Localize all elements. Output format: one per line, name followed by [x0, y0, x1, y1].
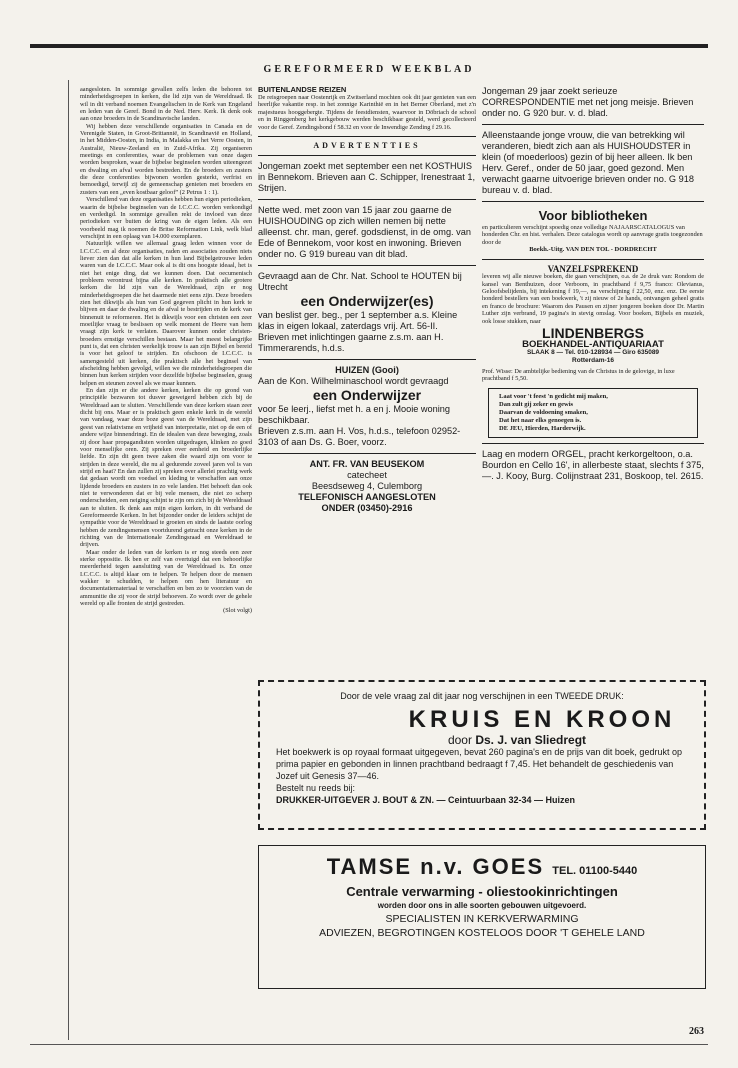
tamse-line3: SPECIALISTEN IN KERKVERWARMING [385, 913, 579, 925]
ad-houten-heading: een Onderwijzer(es) [300, 293, 434, 310]
top-rule [30, 44, 708, 48]
ad-kosthuis: Jongeman zoekt met september een net KOSTHUIS in Bennekom. Brieven aan C. Schipper, Irenestraat 1, Strijen. [258, 161, 476, 194]
poem-line: Dan zult gij zeker en gewis [499, 400, 574, 408]
lindenbergs-title: LINDENBERGS [542, 325, 644, 342]
advertenties-title: ADVERTENTTIES [313, 141, 421, 151]
kruis-bestel: Bestelt nu reeds bij: [276, 783, 356, 793]
tamse-line2: worden door ons in alle soorten gebouwen uitgevoerd. [377, 901, 587, 910]
ad-houten-text: van beslist ger. beg., per 1 september a.s. Kleine klas in eigen lokaal, zaterdags vrij. Art. 56-II. [258, 310, 458, 332]
article-paragraph: Natuurlijk willen we allemaal graag leden winnen voor de I.C.C.C. en al deze organisaties, raden en associaties zouden niets liever zien dan dat alle kerken in hun land Bijbelgetrouwe leden waren van de I.C.C.C. Maar ook al is dit ons hoogste ideaal, het is niet het enige ding, dat we kunnen doen. Dat oecumenisch probleem verontrust bijna alle kerken. In praktisch alle grotere kerken die lid zijn van de Wereldraad, zijn er nog minderheidsgroepen die het daarmede niet eens zijn. Deze broeders zien het dikwijls als hun van God gegeven plicht in hun kerk te blijven en daar de dwaling en de afval te bestrijden en de kerk van binnenuit te reformeren. Het is dikwijls voor een christen een zeer moeilijke vraag te beslissen op welk moment de Heere van hem vraagt zijn kerk te verlaten. Daarover kunnen onder christen-broeders ernstige verschillen bestaan. Maar het meest belangrijke punt is, dat een christen werkelijk trouw is aan zijn Bijbel en bereid is voor het geloof te strijden. En ofschoon de I.C.C.C. is samengesteld uit kerken, die praktisch alle het beginsel van afscheiding hebben gevolgd, willen we die minderheidsgroepen die binnen hun kerken strijden voor dezelfde bijbelse beginselen, graag helpen en steunen zoveel als we maar kunnen. [80, 240, 252, 387]
ad-huizen-title: HUIZEN (Gooi) [335, 365, 399, 376]
tamse-tel: TEL. 01100-5440 [552, 865, 638, 877]
kruis-text: Het boekwerk is op royaal formaat uitgegeven, bevat 260 pagina's en de prijs van dit boek, gedrukt op prima papier en gebonden in linnen prachtband bedraagt f 7,45. Het behandelt de geschiedenis van Jozef uit Genesis 37—46. [276, 747, 682, 781]
bottom-rule [30, 1044, 708, 1045]
ad-huizen-intro: Aan de Kon. Wilhelminaschool wordt gevraagd [258, 376, 449, 387]
binding-rule [68, 80, 69, 1040]
ad-huishouding: Nette wed. met zoon van 15 jaar zou gaarne de HUISHOUDING op zich willen nemen bij nette alleenst. chr. man, geref. godsdienst, in de omg. van Ede of Bennekom, voor kost en inwoning. Brieven onder no. G 919 bureau van dit blad. [258, 205, 471, 260]
tamse-ad [258, 845, 706, 989]
article-paragraph: Wij hebben deze verschillende organisaties in Canada en de Verenigde Staten, in Groot-Brittannië, in Scandinavië en Holland, in het Midden-Oosten, in India, in Malakka en het Verre Oosten, in Australië, Nieuw-Zeeland en in Zuid-Afrika. Zij organiseren meetings en conferenties, waar de problemen van onze dagen worden besproken, waar de bijbelse beginselen worden uiteengezet en dwaling en afval worden bestreden. En de broeders en zusters die deze conferenties bijwonen worden gesterkt, verfrist en bemoedigd, terwijl zij de gemeenschap genieten met broeders en zusters van een „even kostbaar geloof” (2 Petrus 1 : 1). [80, 122, 252, 196]
ad-beusekom-role: catecheet [347, 470, 387, 481]
article-paragraph: Maar onder de leden van de kerken is er nog steeds een zeer sterke oppositie. Ik ben er zelf van overtuigd dat een behoorlijke meerderheid tegen aansluiting van de Wereldraad is. En onze I.C.C.C. is altijd klaar om te helpen. Te helpen door de mensen wakker te schudden, te helpen om hen literatuur en documentatiemateriaal te verschaffen en ben zo te voorzien van de ammunitie die zij voor de strijd behoeven. Zo wordt over de gehele wereld op alle fronten de strijd gestreden. [80, 548, 252, 608]
kruis-publisher: DRUKKER-UITGEVER J. BOUT & ZN. — Ceintuurbaan 32-34 — Huizen [276, 795, 576, 805]
poem-line: Daarvan de voldoening smaken, [499, 408, 588, 416]
page-number: 263 [689, 1026, 704, 1037]
ad-huishoudster: Alleenstaande jonge vrouw, die van betrekking wil veranderen, biedt zich aan als HUISHOUDSTER in klein (of moederloos) gezin of bij heer alleen. Ik ben Herv. Geref., onder de 50 jaar, goed gezond. Men verwacht gaarne uitvoerige brieven onder no. G 918 bureau v. d. blad. [482, 130, 694, 195]
ad-orgel: Laag en modern ORGEL, pracht kerkorgeltoon, o.a. Bourdon en Cello 16', in allerbeste staat, slechts f 375,—. J. Kooy, Burg. Colijnstraat 231, Boskoop, tel. 2615. [482, 448, 704, 481]
buitenland-title: BUITENLANDSE REIZEN [258, 85, 347, 94]
buitenland-text: De reisgroepen naar Oostenrijk en Zwitserland mochten ook dit jaar genieten van een heerlijke vakantie resp. in het zonnige Karinthië en in het Berner Oberland, met z'n majestueus hooggebergte. Tijdens de feestdiensten, waarvoor in Döbriach de school en in Ringgenberg het kerkgebouw werden beschikbaar gesteld, werd gecollecteerd voor de Geref. Zendingsbond f 58.32 en voor de Inwendige Zending f 29.16. [258, 94, 476, 131]
kruis-author: Ds. J. van Sliedregt [475, 733, 587, 747]
ad-houten-contact: Brieven met inlichtingen gaarne z.s.m. aan H. Timmerarends, h.d.s. [258, 332, 444, 354]
article-column [80, 86, 252, 615]
poem-box [488, 388, 698, 438]
kruis-en-kroon-ad [258, 680, 706, 830]
article-paragraph: En dan zijn er die andere kerken, kerken die op grond van principiële bezwaren tot dusver geweigerd hebben zich bij de Wereldraad aan te sluiten. Verschillende van deze kerken staan zeer dicht bij ons. Maar er is praktisch geen enkele kerk in de wereld van vandaag, waar deze boze geest van de Wereldraad, met zijn geest van relativisme en vrijheid van interpretatie, niet op de een of andere wijze binnendringt. En de idealen van deze beweging, zoals zij door haar propagandisten worden uitgedragen, klinken zo goed voor menselijke oren. Zij spreken over eenheid en broederlijke liefde. En zijn dit geen twee zaken die waard zijn om voor te strijden in deze wereld, die nu al gedurende zoveel jaren vol is van strijd en haat? En dan zullen zij spreken over allerlei prachtig werk dat gedaan wordt om voedsel en kleding te verschaffen aan onze lijdende broeders en zusters in zo vele landen. Het behoeft dan ook niet te verwonderen dat er bij vele mensen, die niet zo scherp onderscheiden, een neiging schijnt te zijn om zich bij de Wereldraad aan te sluiten. Ik denk aan mijn eigen kerken, in dit verband de Gereformeerde Kerken. In het bijzonder onder de leiders schijnt de sympathie voor de Wereldraad te groeien en sinds de laatste oorlog hebben de zendingsmensen voortdurend getracht onze kerken in de richting van de Internationale Zendingsraad en Wereldraad te drijven. [80, 387, 252, 549]
kruis-intro: Door de vele vraag zal dit jaar nog verschijnen in een TWEEDE DRUK: [340, 691, 624, 701]
poem-line: DE JEU, Hierden, Harderwijk. [499, 424, 586, 432]
bibliotheken-title: Voor bibliotheken [538, 208, 648, 223]
lindenbergs-text: Prof. Wisse: De ambtelijke bediening van de Christus in de gelovige, in luxe prachtband f 5,50. [482, 368, 675, 383]
ad-beusekom-address: Beesdseweg 4, Culemborg [311, 481, 423, 492]
ad-beusekom-tel2: ONDER (03450)-2916 [321, 503, 413, 514]
right-column [482, 86, 704, 482]
bibliotheken-text: en particulieren verschijnt spoedig onze volledige NAJAARSCATALOGUS van honderden Chr. en hist. verhalen. Deze catalogus wordt op aanvrage gratis toegezonden door de [482, 224, 703, 246]
ad-huizen-heading: een Onderwijzer [312, 387, 422, 404]
article-paragraph: Verschillend van deze organisaties hebben hun eigen periodieken, waarin de bijbelse beginselen van de I.C.C.C. worden verkondigd en verdedigd. In sommige gevallen rekt de invloed van deze periodieken ver buiten de kring van de eigen leden. Als een voorbeeld mag ik noemen de Britse Reformation Link, welk blad verschijnt in een oplaag van 14.000 exemplaren. [80, 196, 252, 240]
ad-houten-intro: Gevraagd aan de Chr. Nat. School te HOUTEN bij Utrecht [258, 271, 462, 293]
lindenbergs-address: SLAAK 8 — Tel. 010-128934 — Giro 635089 [526, 349, 660, 357]
middle-column [258, 86, 476, 514]
ad-beusekom-tel: TELEFONISCH AANGESLOTEN [298, 492, 436, 503]
kruis-title: KRUIS EN KROON [408, 706, 676, 733]
ad-correspondentie: Jongeman 29 jaar zoekt serieuze CORRESPONDENTIE met net jong meisje. Brieven onder no. G 920 bur. v. d. blad. [482, 86, 694, 118]
tamse-name: TAMSE n.v. GOES [326, 854, 545, 879]
masthead: GEREFORMEERD WEEKBLAD [263, 64, 475, 75]
ad-huizen-text: voor 5e leerj., liefst met h. a en j. Mooie woning beschikbaar. [258, 404, 451, 426]
lindenbergs-city: Rotterdam-16 [572, 357, 614, 365]
bibliotheken-signature: Boekh.-Uitg. VAN DEN TOL - DORDRECHT [529, 246, 657, 254]
article-paragraph: aangesloten. In sommige gevallen zelfs leden die behoren tot minderheidsgroepen in kerken, die lid zijn van de Wereldraad. Ik wil in dit verband noemen Evangelischen in de Kerk van Engeland en leden van de Geref. Bond in de Ned. Herv. Kerk. Ik denk ook aan onze broeders in de Scandinavische landen. [80, 86, 252, 123]
tamse-line1: Centrale verwarming - oliestookinrichtingen [346, 884, 618, 899]
ad-beusekom-name: ANT. FR. VAN BEUSEKOM [309, 459, 425, 470]
poem-line: Laat voor 't feest 'n gedicht mij maken, [499, 392, 608, 400]
vanzelfsprekend-text: leveren wij alle nieuwe boeken, die gaan verschijnen, o.a. de 2e druk van: Rondom de kansel van Benthuizen, door Verboom, in prachtband f 9,75 franco: Olevianus, Geloofsbelijdenis, bij intekening f 19,—, na verschijning f 22,50, enz. enz. De eerste honderd bestellers van een boekwerk, 't zij nieuw of 2e hands, ontvangen geheel gratis en franco de brochure: Waarom des Pausen en zijner jongeren boeken door Dr. Martin Luther zijn verbrand, 19 pagina's in stevig omslag. Voor boeken, Bijbels en muziek, ook losse stukken, naar [482, 273, 704, 325]
tamse-line4: ADVIEZEN, BEGROTINGEN KOSTELOOS DOOR 'T GEHELE LAND [319, 927, 645, 939]
article-signature: (Slot volgt) [223, 607, 252, 615]
lindenbergs-subtitle: BOEKHANDEL-ANTIQUARIAAT [522, 339, 664, 351]
vanzelfsprekend-title: VANZELFSPREKEND [547, 264, 639, 275]
kruis-door: door [447, 733, 472, 747]
ad-huizen-contact: Brieven z.s.m. aan H. Vos, h.d.s., telefoon 02952-3103 of aan Ds. G. Boer, voorz. [258, 426, 461, 448]
poem-line: Dat het naar elks genoegen is. [499, 416, 582, 424]
